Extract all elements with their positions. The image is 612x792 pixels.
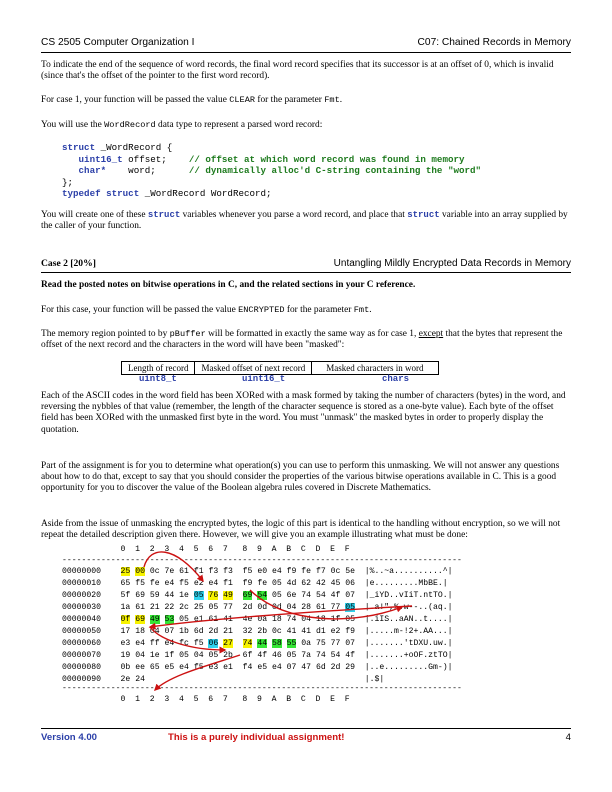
hexdump-byte: f9	[286, 567, 297, 576]
hexdump-byte: f1	[193, 567, 204, 576]
hexdump-row	[62, 662, 453, 674]
hexdump-address: 00000050	[62, 627, 102, 636]
hexdump-byte: 4d	[286, 579, 297, 588]
hexdump-byte: 65	[149, 663, 160, 672]
hexdump-byte: 29	[345, 663, 356, 672]
hexdump-byte: 75	[315, 639, 326, 648]
hexdump-byte: 2d	[330, 663, 341, 672]
hexdump-byte: fe	[257, 579, 268, 588]
hexdump-byte: 0a	[301, 639, 312, 648]
paragraph-end-of-sequence: To indicate the end of the sequence of word records, the final word record specifies that its successor is at an offset of 0, which is invalid (since that's the offset of the pointer to the first word record).	[41, 60, 554, 82]
col-masked-chars: Masked characters in word	[312, 362, 438, 375]
hexdump-byte: 05	[271, 591, 282, 600]
hexdump-byte: 27	[223, 639, 233, 648]
hexdump-byte: d1	[315, 627, 326, 636]
hexdump-byte: 4f	[330, 591, 341, 600]
hexdump-ascii: |.iIS..aAN..t....|	[364, 615, 453, 624]
hexdump-byte: e5	[257, 663, 268, 672]
hexdump-byte: 44	[164, 591, 175, 600]
hexdump-byte: 61	[179, 567, 189, 576]
hexdump-byte: 05	[208, 603, 219, 612]
hexdump-row	[62, 578, 448, 590]
hexdump-byte: 2d	[208, 627, 219, 636]
hexdump-rule-bottom: ----------------------------------------------------------------------------------	[62, 684, 462, 693]
hexdump-ascii: |.......+oOF.ztTO|	[364, 651, 453, 660]
hexdump-byte: f7	[315, 567, 326, 576]
paragraph-wordrecord: You will use the WordRecord data type to represent a parsed word record:	[41, 120, 323, 130]
hexdump-byte: 4f	[345, 651, 356, 660]
hexdump-byte: e1	[223, 663, 233, 672]
hexdump-byte: 76	[208, 591, 219, 600]
hexdump-ascii: |.a!",%.w--..(aq.|	[364, 603, 453, 612]
hexdump-byte: 77	[330, 639, 341, 648]
hexdump-byte: 07	[345, 591, 356, 600]
hexdump-byte: f4	[242, 663, 253, 672]
hexdump-byte: 74	[286, 615, 297, 624]
case2-title: Untangling Mildly Encrypted Data Records in Memory	[333, 258, 571, 269]
hexdump-byte: 17	[120, 627, 131, 636]
hexdump-byte: 5e	[345, 567, 356, 576]
hexdump-address: 00000070	[62, 651, 102, 660]
hexdump-byte: f5	[179, 579, 189, 588]
hexdump-byte: 28	[301, 603, 312, 612]
hexdump-byte: 06	[345, 579, 356, 588]
footer-rule	[41, 728, 571, 729]
paragraph-xor-mask: Each of the ASCII codes in the word field has been XORed with a mask formed by taking the number of characters (bytes) in the word, and reversing the nybbles of that value (remember, the length of the character sequence is stored as a one-byte value). Each byte of the offset field has been XORed with the unmasked first byte in the word. You must "unmask" the masked bytes in order to properly display the quotation.	[41, 391, 566, 435]
hexdump-byte: 59	[149, 591, 160, 600]
hexdump-byte: 0d	[271, 603, 282, 612]
hexdump-address: 00000090	[62, 675, 102, 684]
hexdump-byte: e4	[164, 579, 175, 588]
code-struct-definition: struct _WordRecord { uint16_t offset; // offset at which word record was found in memory char* word; // dynamically alloc'd C-string containing the "word" }; typedef struct _WordRecord WordRecord;	[62, 142, 482, 200]
hexdump-byte: f3	[208, 567, 219, 576]
hexdump-address: 00000080	[62, 663, 102, 672]
hexdump-byte: 1e	[179, 591, 189, 600]
course-title: CS 2505 Computer Organization I	[41, 37, 195, 48]
hexdump-byte: 04	[301, 615, 312, 624]
hexdump-byte: e4	[208, 579, 219, 588]
hexdump-byte: 77	[330, 603, 341, 612]
type-chars: chars	[382, 374, 410, 384]
hexdump-byte: e3	[208, 663, 219, 672]
hexdump-byte: fc	[179, 639, 189, 648]
hexdump-byte: 05	[345, 615, 356, 624]
type-uint8: uint8_t	[139, 374, 177, 384]
hexdump-byte: 05	[286, 651, 297, 660]
hexdump-byte: e4	[164, 639, 175, 648]
hexdump-address: 00000030	[62, 603, 102, 612]
hexdump-byte: 7e	[164, 567, 175, 576]
paragraph-determine-operation: Part of the assignment is for you to determine what operation(s) you can use to perform this unmasking. We will not answer any questions about how to do that, except to say that you should consider the properties of the various bitwise operations available in C. This is a good opportunity for you to discover the value of the Boolean algebra rules covered in Discrete Mathematics.	[41, 461, 560, 494]
hexdump-byte: 62	[301, 579, 312, 588]
hexdump-byte: f5	[193, 639, 204, 648]
hexdump-byte: 69	[135, 591, 145, 600]
hexdump-byte: 46	[271, 651, 282, 660]
hexdump-byte: 21	[223, 627, 233, 636]
hexdump-byte: 21	[149, 603, 160, 612]
hexdump-byte: 1b	[179, 627, 189, 636]
hexdump-byte: 47	[301, 663, 312, 672]
hexdump-byte: 2d	[242, 603, 253, 612]
hexdump-byte: 25	[193, 603, 204, 612]
hexdump-byte: 1f	[330, 615, 341, 624]
hexdump-byte: 1f	[164, 651, 175, 660]
hexdump-byte: 58	[271, 639, 282, 648]
hexdump-byte: 7a	[301, 651, 312, 660]
hexdump-byte: 6e	[286, 591, 297, 600]
hexdump-byte: f1	[223, 579, 233, 588]
hexdump-byte: 05	[345, 603, 356, 612]
hexdump-col-footer: 0 1 2 3 4 5 6 7 8 9 A B C D E F	[62, 695, 350, 704]
hexdump-byte: 32	[242, 627, 253, 636]
hexdump-byte: e2	[330, 627, 341, 636]
hexdump-byte: 53	[164, 615, 175, 624]
hexdump-byte: 41	[286, 627, 297, 636]
hexdump-byte: 05	[208, 651, 219, 660]
hexdump-byte: ee	[135, 663, 145, 672]
footer-notice: This is a purely individual assignment!	[168, 732, 345, 743]
hexdump-byte: fe	[149, 579, 160, 588]
col-masked-offset: Masked offset of next record	[195, 362, 312, 375]
hexdump-byte: 04	[149, 627, 160, 636]
hexdump-byte: 04	[193, 651, 204, 660]
hexdump-byte: 07	[286, 663, 297, 672]
hexdump-byte: e4	[179, 663, 189, 672]
hexdump-byte: 42	[315, 579, 326, 588]
hexdump-row	[62, 614, 453, 626]
section-title: C07: Chained Records in Memory	[417, 37, 571, 48]
hexdump-byte: 2b	[223, 651, 233, 660]
hexdump-byte: 55	[286, 639, 297, 648]
hexdump-byte: 0a	[257, 615, 268, 624]
hexdump-address: 00000020	[62, 591, 102, 600]
page-number: 4	[565, 732, 571, 743]
hexdump-byte: 19	[120, 651, 131, 660]
hexdump-byte: 54	[330, 651, 341, 660]
hexdump-byte: 0c	[149, 567, 160, 576]
hexdump-byte: e4	[271, 663, 282, 672]
hexdump-byte: 25	[120, 567, 131, 576]
hexdump-byte: 2c	[179, 603, 189, 612]
hexdump-byte: f5	[135, 579, 145, 588]
type-uint16: uint16_t	[242, 374, 286, 384]
hexdump-byte: 45	[330, 579, 341, 588]
hexdump-byte: 06	[208, 639, 219, 648]
paragraph-memory-region: The memory region pointed to by pBuffer will be formatted in exactly the same way as for case 1, except that the bytes that represent the offset of the next record and the characters in the word will have been "masked":	[41, 329, 563, 351]
hexdump-row	[62, 602, 453, 614]
hexdump-byte: 05	[271, 579, 282, 588]
hexdump-ascii: |%..~a..........^|	[364, 567, 453, 576]
hexdump-byte: 44	[257, 639, 268, 648]
hexdump-col-header: 0 1 2 3 4 5 6 7 8 9 A B C D E F	[62, 545, 350, 554]
hexdump-byte: 4f	[257, 651, 268, 660]
hexdump-byte: 18	[271, 615, 282, 624]
hexdump-byte: 4e	[242, 615, 253, 624]
hexdump-byte: 18	[315, 615, 326, 624]
hexdump-byte: 00	[135, 567, 145, 576]
hexdump-byte: 1e	[149, 651, 160, 660]
hexdump-byte: 04	[135, 651, 145, 660]
hexdump-byte: f5	[242, 567, 253, 576]
hexdump-ascii: |..e.........Gm-)|	[364, 663, 453, 672]
hexdump-byte: 65	[120, 579, 131, 588]
hexdump-byte: e2	[193, 579, 204, 588]
hexdump-byte: 05	[179, 651, 189, 660]
hexdump-byte: 2e	[120, 675, 131, 684]
hexdump-byte: 0c	[271, 627, 282, 636]
hexdump-byte: 24	[135, 675, 145, 684]
hexdump-address: 00000010	[62, 579, 102, 588]
case2-rule	[41, 272, 571, 273]
hexdump-byte: e5	[164, 663, 175, 672]
hexdump-byte: 74	[242, 639, 253, 648]
hexdump-byte: 74	[301, 591, 312, 600]
hexdump-byte: e1	[193, 615, 204, 624]
record-format-table	[121, 361, 439, 375]
hexdump-byte: 49	[149, 615, 160, 624]
hexdump-byte: 6d	[315, 663, 326, 672]
hexdump-address: 00000040	[62, 615, 102, 624]
hexdump-byte: f3	[223, 567, 233, 576]
hexdump-ascii: |.$|	[364, 675, 385, 684]
hexdump-byte: 6f	[242, 651, 253, 660]
hexdump-byte: e4	[135, 639, 145, 648]
hexdump-byte: fe	[301, 567, 312, 576]
hexdump-address: 00000000	[62, 567, 102, 576]
paragraph-case1: For case 1, your function will be passed the value CLEAR for the parameter Fmt.	[41, 95, 343, 105]
case2-heading	[41, 258, 571, 272]
hexdump-byte: 07	[164, 627, 175, 636]
hexdump-address: 00000060	[62, 639, 102, 648]
hexdump-byte: 61	[315, 603, 326, 612]
hexdump-byte: 22	[164, 603, 175, 612]
hexdump-byte: 6d	[193, 627, 204, 636]
paragraph-example-intro: Aside from the issue of unmasking the encrypted bytes, the logic of this part is identical to the handling without encryption, so we will not repeat the detailed description given there. However, we will give you an example illustrating what must be done:	[41, 519, 561, 541]
hexdump-byte: 61	[208, 615, 219, 624]
case2-label: Case 2 [20%]	[41, 258, 96, 269]
hexdump-byte: e3	[120, 639, 131, 648]
hexdump-byte: 49	[223, 591, 233, 600]
hexdump-byte: 0c	[330, 567, 341, 576]
paragraph-struct-variables: You will create one of these struct variables whenever you parse a word record, and place that struct variable into an array supplied by the caller of your function.	[41, 210, 568, 232]
hexdump-byte: 41	[223, 615, 233, 624]
hexdump-byte: e0	[257, 567, 268, 576]
hexdump-byte: f5	[193, 663, 204, 672]
hexdump-ascii: |.....m-!2+.AA...|	[364, 627, 453, 636]
hexdump-byte: 05	[193, 591, 204, 600]
hexdump-row	[62, 566, 453, 578]
hexdump-byte: 69	[135, 615, 145, 624]
hexdump-ascii: |e.........MbBE.|	[364, 579, 448, 588]
hexdump-byte: 1a	[120, 603, 131, 612]
hexdump-byte: 0b	[120, 663, 131, 672]
hexdump-byte: 0f	[120, 615, 131, 624]
col-length: Length of record	[122, 362, 195, 375]
hexdump-rule-top: ----------------------------------------------------------------------------------	[62, 556, 462, 565]
hexdump-byte: 07	[345, 639, 356, 648]
hexdump-row	[62, 638, 453, 650]
hexdump-byte: 54	[315, 591, 326, 600]
hexdump-ascii: |.......'tDXU.uw.|	[364, 639, 453, 648]
hexdump-byte: 2b	[257, 627, 268, 636]
header-rule	[41, 52, 571, 53]
paragraph-case2-fmt: For this case, your function will be passed the value ENCRYPTED for the parameter Fmt.	[41, 305, 372, 315]
hexdump-byte: 61	[135, 603, 145, 612]
page-header	[41, 37, 571, 51]
hexdump-byte: 77	[223, 603, 233, 612]
hexdump-byte: 0d	[257, 603, 268, 612]
footer-version: Version 4.00	[41, 732, 97, 743]
hexdump-byte: f9	[242, 579, 253, 588]
hexdump-byte: ff	[149, 639, 160, 648]
hexdump-byte: 54	[257, 591, 268, 600]
hexdump-byte: 18	[135, 627, 145, 636]
hexdump-byte: 04	[286, 603, 297, 612]
hexdump-byte: 69	[242, 591, 253, 600]
hexdump-row	[62, 590, 453, 602]
hexdump-byte: 41	[301, 627, 312, 636]
hexdump-row	[62, 650, 453, 662]
paragraph-read-notes: Read the posted notes on bitwise operations in C, and the related sections in your C reference.	[41, 280, 416, 290]
hexdump-ascii: |_iYD..vIiT.ntTO.|	[364, 591, 453, 600]
hexdump-row	[62, 626, 453, 638]
hexdump-byte: 5f	[120, 591, 131, 600]
hexdump-byte: 05	[179, 615, 189, 624]
hexdump-byte: 74	[315, 651, 326, 660]
hexdump-byte: f9	[345, 627, 356, 636]
hexdump-byte: e4	[271, 567, 282, 576]
